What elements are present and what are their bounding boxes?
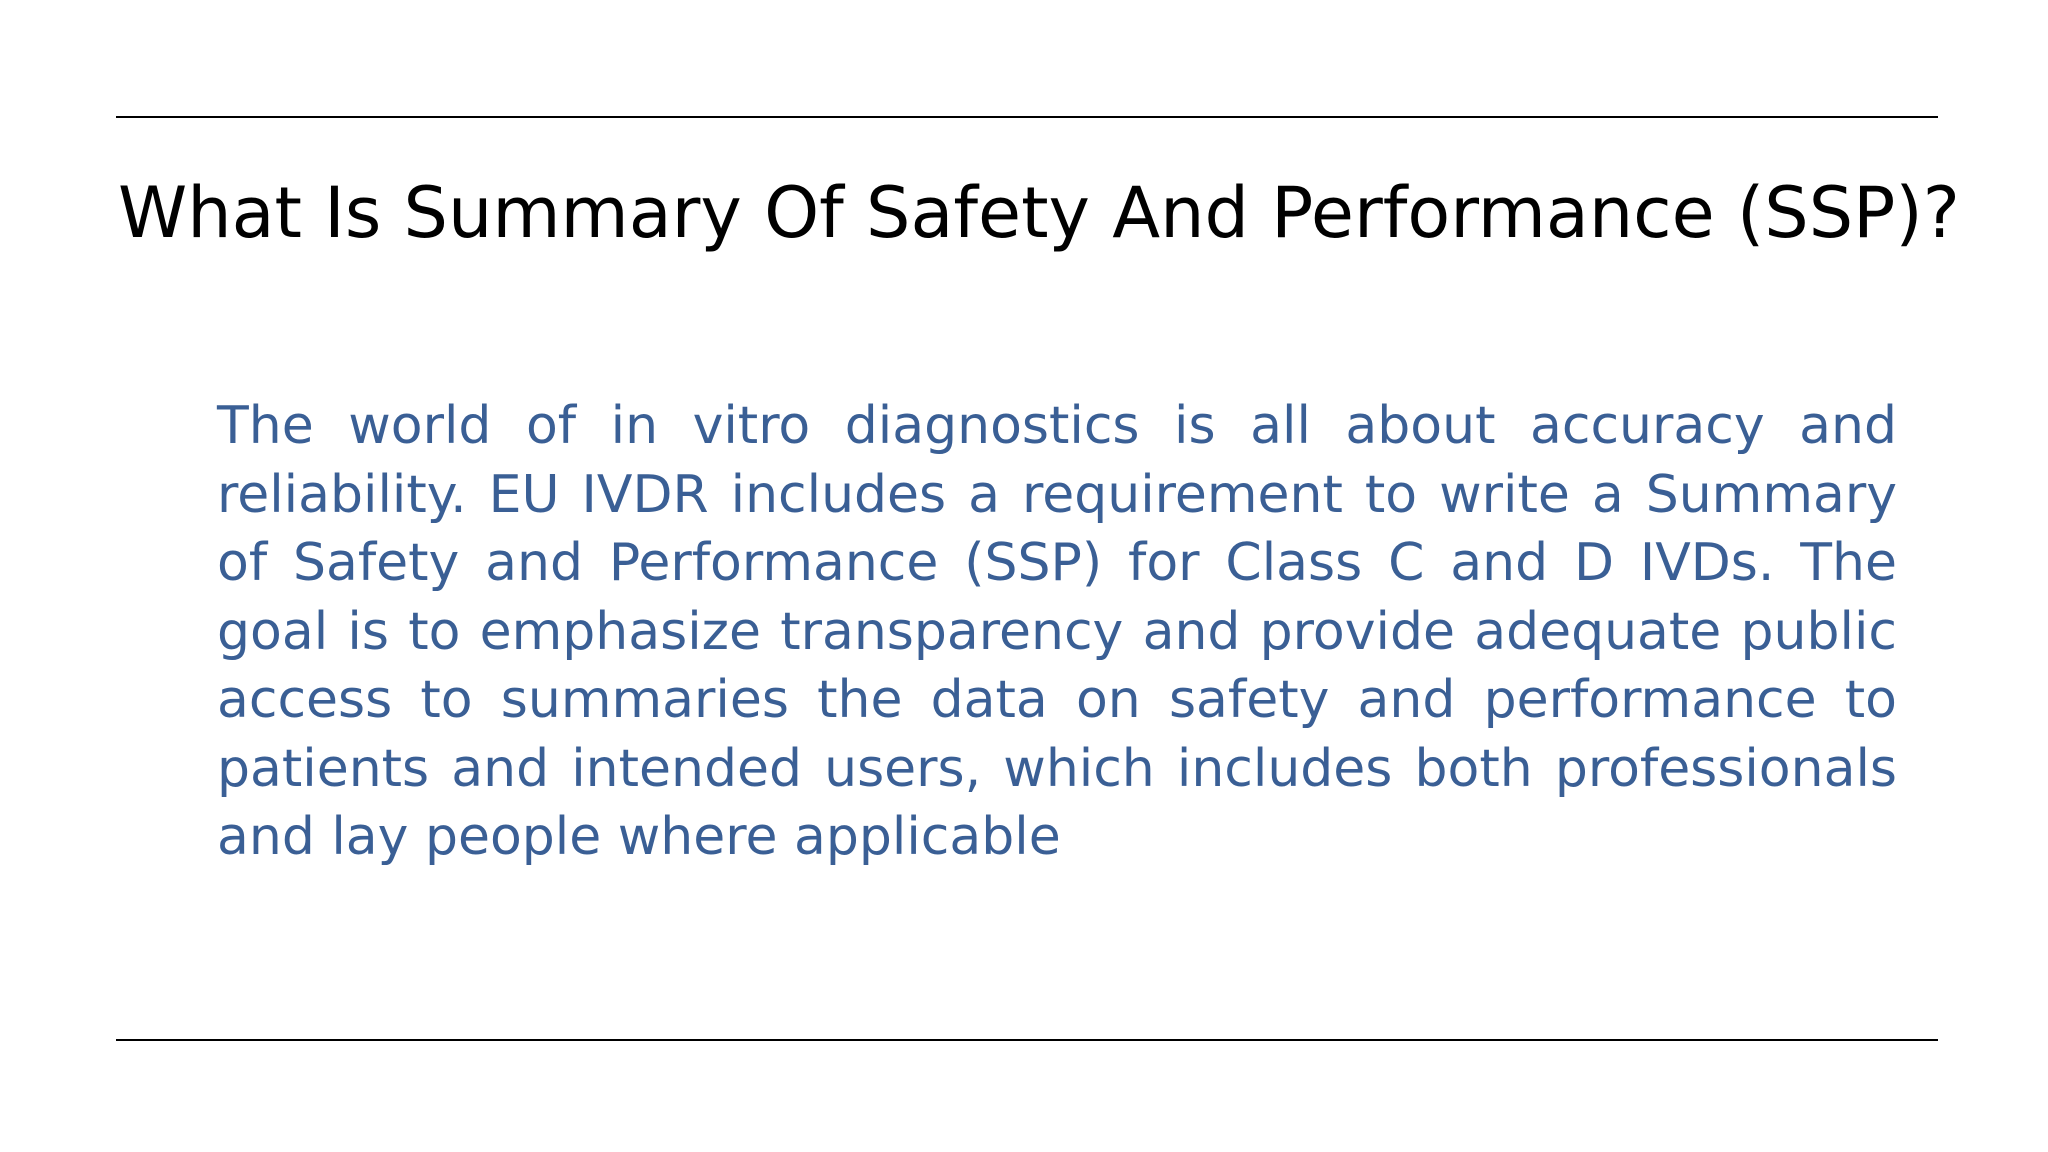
bottom-divider [116,1039,1938,1041]
slide-title: What Is Summary Of Safety And Performance (SSP)? [118,172,1960,254]
top-divider [116,116,1938,118]
slide-body-text: The world of in vitro diagnostics is all about accuracy and reliability. EU IVDR includes a requirement to write a Summary of Safety and Performance (SSP) for Class C and D IVDs. The goal is to emphasize transparency and provide adequate public access to summaries the data on safety and performance to patients and intended users, which includes both professionals and lay people where applicable [217,396,1897,867]
